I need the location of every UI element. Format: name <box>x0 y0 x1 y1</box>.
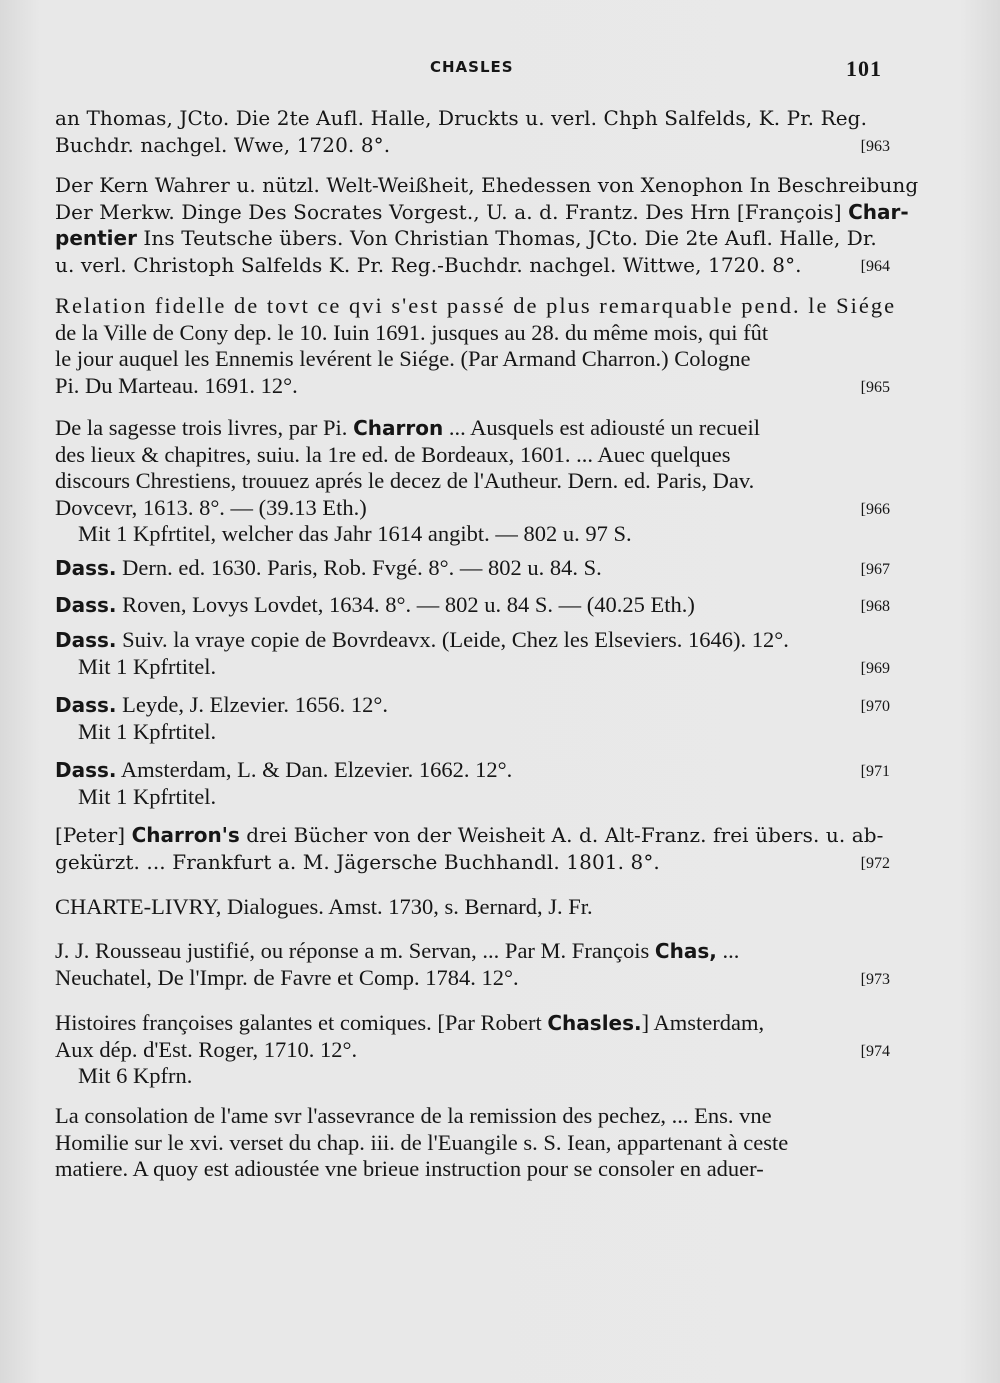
bibliography-entry <box>55 172 919 278</box>
entry-line <box>55 822 890 849</box>
line-text: Homilie sur le xvi. verset du chap. iii. de l'Euangile s. S. Iean, appartenant à ceste <box>55 1129 789 1155</box>
author-name: Charron <box>353 416 444 440</box>
author-name: pentier <box>55 226 137 250</box>
entry-line <box>55 965 890 992</box>
entry-line <box>55 894 890 921</box>
entry-line <box>55 692 890 719</box>
line-text: Relation fidelle de tovt ce qvi s'est passé de plus remarquable pend. le Siége <box>55 293 897 318</box>
entry-number: [965 <box>860 378 890 396</box>
author-name: Dass. <box>55 593 117 617</box>
line-text: Ins Teutsche übers. Von Christian Thomas, JCto. Die 2te Aufl. Halle, Dr. <box>136 226 877 250</box>
line-text: u. verl. Christoph Salfelds K. Pr. Reg.-Buchdr. nachgel. Wittwe, 1720. 8°. <box>55 252 802 277</box>
author-name: Chasles. <box>547 1011 642 1035</box>
entry-number: [963 <box>860 137 890 155</box>
line-text: CHARTE-LIVRY, Dialogues. Amst. 1730, s. Bernard, J. Fr. <box>55 894 593 919</box>
line-text: Mit 1 Kpfrtitel. <box>78 783 217 809</box>
bibliography-entry <box>55 592 890 619</box>
entry-line <box>55 849 890 876</box>
entry-line <box>55 468 890 495</box>
line-text: Mit 1 Kpfrtitel. <box>78 653 217 679</box>
entry-line <box>55 938 890 965</box>
line-text: discours Chrestiens, trouuez aprés le decez de l'Autheur. Dern. ed. Paris, Dav. <box>55 468 755 493</box>
line-text: le jour auquel les Ennemis levérent le Siége. (Par Armand Charron.) Cologne <box>55 346 751 371</box>
bibliography-entry <box>55 627 890 680</box>
line-text: drei Bücher von der Weisheit A. d. Alt-Franz. frei übers. u. ab- <box>239 823 884 847</box>
line-text: [Peter] <box>55 823 132 847</box>
entry-line <box>55 1010 890 1037</box>
entry-number: [970 <box>860 698 890 715</box>
entry-number: [971 <box>860 763 890 780</box>
entry-line <box>55 521 890 548</box>
line-text: Roven, Lovys Lovdet, 1634. 8°. — 802 u. 84 S. — (40.25 Eth.) <box>116 592 695 617</box>
entry-number: [964 <box>860 257 890 275</box>
entry-line <box>55 592 890 619</box>
entry-line <box>55 172 919 199</box>
running-title: CHASLES <box>430 58 514 76</box>
entry-line <box>55 1103 890 1130</box>
entry-line <box>55 415 890 442</box>
entry-line <box>55 654 890 681</box>
line-text: gekürzt. ... Frankfurt a. M. Jägersche Buchhandl. 1801. 8°. <box>55 849 660 874</box>
entry-number: [966 <box>860 500 890 518</box>
line-text: Aux dép. d'Est. Roger, 1710. 12°. <box>55 1036 358 1062</box>
line-text: Amsterdam, L. & Dan. Elzevier. 1662. 12°. <box>116 757 513 782</box>
line-text: Leyde, J. Elzevier. 1656. 12°. <box>116 692 388 717</box>
bibliography-entry <box>55 692 890 745</box>
entry-line <box>55 555 890 582</box>
author-name: Dass. <box>55 758 117 782</box>
line-text: Buchdr. nachgel. Wwe, 1720. 8°. <box>55 132 391 157</box>
entry-number: [972 <box>860 854 890 872</box>
line-text: De la sagesse trois livres, par Pi. <box>55 415 354 440</box>
entry-number: [968 <box>860 598 890 615</box>
bibliography-entry <box>55 105 890 158</box>
bibliography-entry <box>55 415 890 548</box>
author-name: Dass. <box>55 628 117 652</box>
author-name: Char- <box>848 199 909 224</box>
entry-line <box>55 627 890 654</box>
bibliography-entry <box>55 757 890 810</box>
line-text: ... <box>716 938 740 963</box>
entry-line <box>55 293 897 320</box>
page-number: 101 <box>846 56 882 81</box>
line-text: Der Kern Wahrer u. nützl. Welt-Weißheit, Ehedessen von Xenophon In Beschreibung <box>55 173 919 197</box>
author-name: Dass. <box>55 556 117 580</box>
bibliography-entry <box>55 1103 890 1183</box>
bibliography-entry <box>55 894 890 921</box>
entry-number: [967 <box>860 561 890 578</box>
entry-line <box>55 757 890 784</box>
line-text: La consolation de l'ame svr l'assevrance de la remission des pechez, ... Ens. vne <box>55 1103 772 1128</box>
author-name: Charron's <box>131 823 240 847</box>
running-header <box>0 58 1000 82</box>
line-text: Mit 1 Kpfrtitel, welcher das Jahr 1614 angibt. — 802 u. 97 S. <box>78 521 632 546</box>
line-text: Dovcevr, 1613. 8°. — (39.13 Eth.) <box>55 494 367 520</box>
line-text: Suiv. la vraye copie de Bovrdeavx. (Leide, Chez les Elseviers. 1646). 12°. <box>116 627 789 652</box>
bibliography-entry <box>55 293 897 399</box>
author-name: Chas, <box>654 939 717 963</box>
entry-line <box>55 495 890 522</box>
line-text: Mit 1 Kpfrtitel. <box>78 718 217 744</box>
entry-line <box>55 373 890 400</box>
line-text: Dern. ed. 1630. Paris, Rob. Fvgé. 8°. — 802 u. 84. S. <box>116 555 602 580</box>
entry-line <box>55 105 890 132</box>
line-text: an Thomas, JCto. Die 2te Aufl. Halle, Druckts u. verl. Chph Salfelds, K. Pr. Reg. <box>55 106 868 130</box>
entry-line <box>55 1130 890 1157</box>
line-text: Neuchatel, De l'Impr. de Favre et Comp. 1784. 12°. <box>55 964 519 990</box>
entry-line <box>55 199 909 226</box>
entry-line <box>55 1156 890 1183</box>
line-text: Histoires françoises galantes et comiques. [Par Robert <box>55 1010 548 1035</box>
line-text: ... Ausquels est adiousté un recueil <box>443 415 761 440</box>
entry-line <box>55 252 890 279</box>
bibliography-entry <box>55 938 890 991</box>
line-text: matiere. A quoy est adioustée vne brieue instruction pour se consoler en aduer- <box>55 1156 764 1181</box>
line-text: Der Merkw. Dinge Des Socrates Vorgest., U. a. d. Frantz. Des Hrn [François] <box>55 199 849 224</box>
bibliography-entry <box>55 1010 890 1090</box>
entry-line <box>55 346 890 373</box>
entry-number: [974 <box>860 1042 890 1060</box>
line-text: ] Amsterdam, <box>641 1010 765 1035</box>
entry-line <box>55 320 890 347</box>
line-text: Pi. Du Marteau. 1691. 12°. <box>55 372 298 398</box>
line-text: Mit 6 Kpfrn. <box>78 1063 193 1088</box>
entry-line <box>55 784 890 811</box>
line-text: de la Ville de Cony dep. le 10. Iuin 1691. jusques au 28. du même mois, qui fût <box>55 319 769 345</box>
entry-number: [973 <box>860 970 890 988</box>
line-text: des lieux & chapitres, suiu. la 1re ed. de Bordeaux, 1601. ... Auec quelques <box>55 441 731 467</box>
entry-line <box>55 132 890 159</box>
line-text: J. J. Rousseau justifié, ou réponse a m. Servan, ... Par M. François <box>55 938 655 963</box>
entry-line <box>55 1063 890 1090</box>
bibliography-entry <box>55 555 890 582</box>
entry-number: [969 <box>860 659 890 677</box>
bibliography-entry <box>55 822 890 875</box>
entry-line <box>55 719 890 746</box>
entry-line <box>55 225 890 252</box>
entry-line <box>55 442 890 469</box>
author-name: Dass. <box>55 693 117 717</box>
entry-line <box>55 1037 890 1064</box>
